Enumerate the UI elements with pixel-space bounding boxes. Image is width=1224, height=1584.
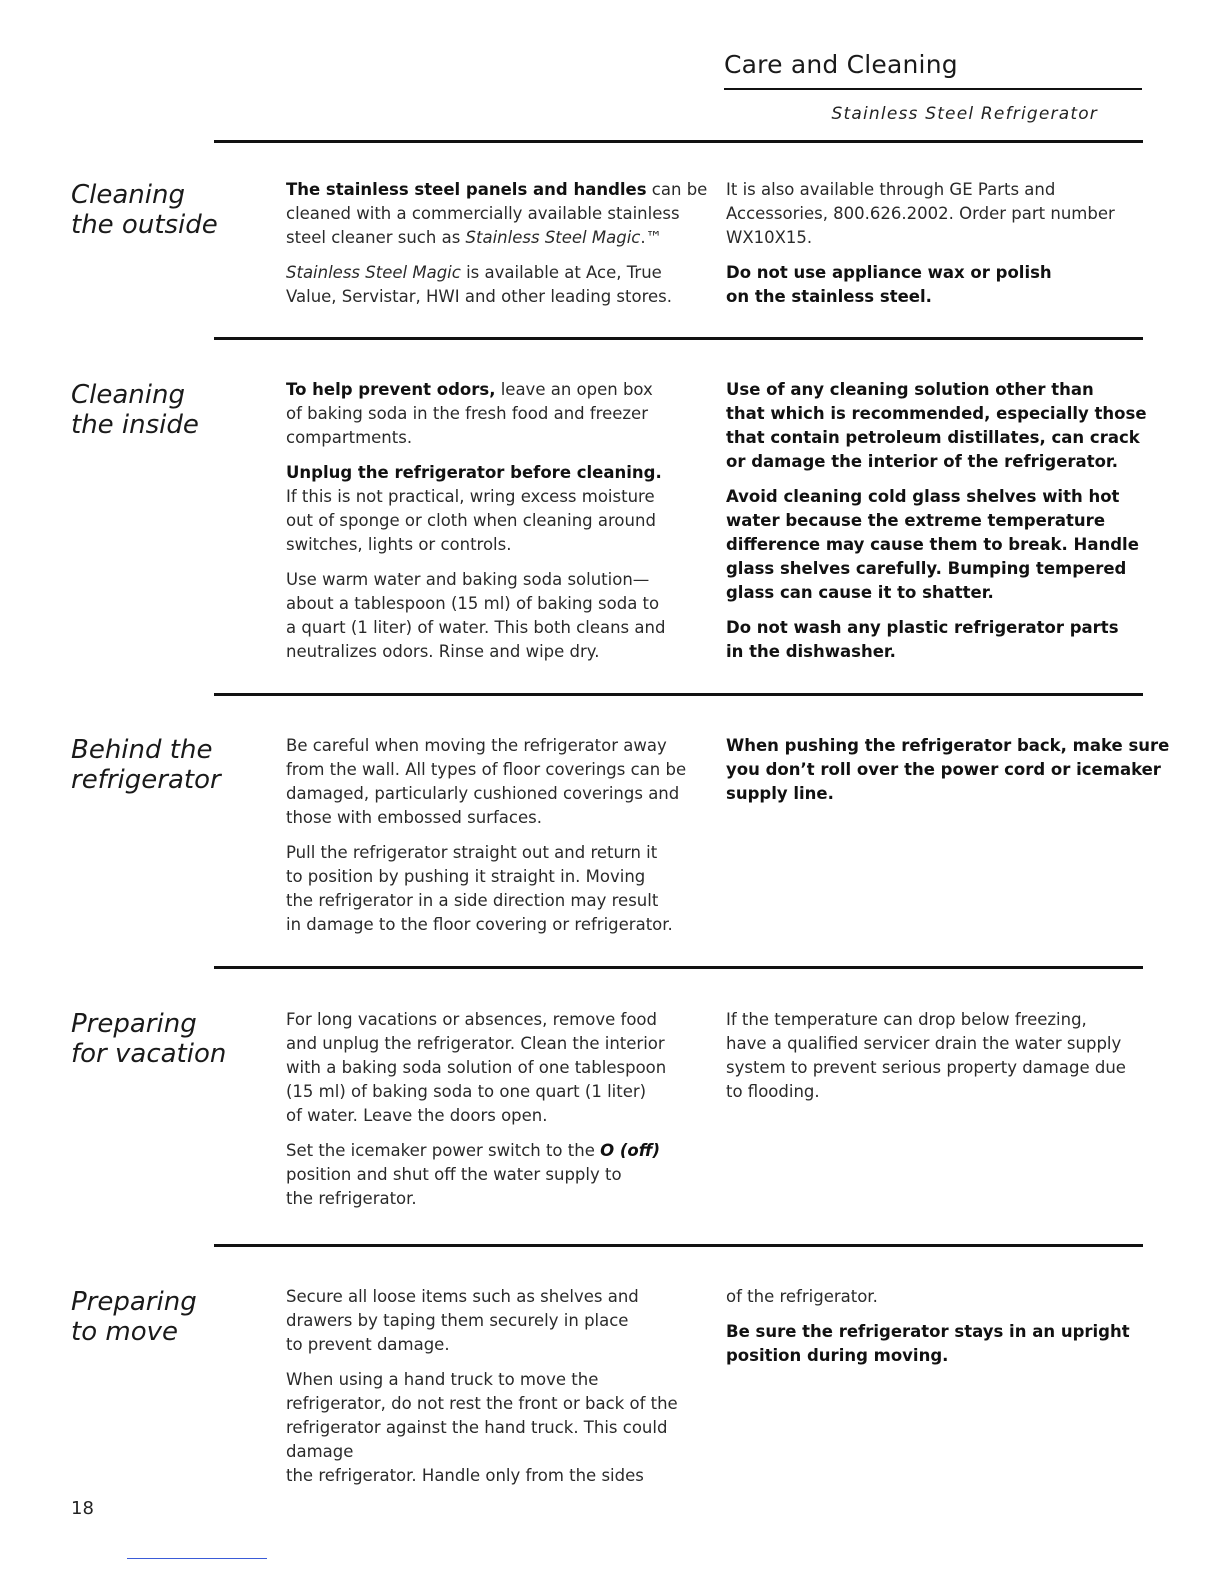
paragraph: Set the icemaker power switch to the O (off) position and shut off the water supply to the refrigerator. <box>286 1141 661 1208</box>
section-title-behind-refrigerator: Behind the refrigerator <box>71 735 221 795</box>
warning-paragraph: Use of any cleaning solution other than that which is recommended, especially those that contain petroleum distillates, can crack or damage the interior of the refrigerator. <box>726 380 1147 471</box>
paragraph: To help prevent odors, leave an open box of baking soda in the fresh food and freezer compartments. <box>286 380 653 447</box>
paragraph: Unplug the refrigerator before cleaning. If this is not practical, wring excess moisture out of sponge or cloth when cleaning around switches, lights or controls. <box>286 463 662 554</box>
warning-paragraph: Do not use appliance wax or polish on the stainless steel. <box>726 263 1052 306</box>
cleaning-outside-col2 <box>726 178 1144 320</box>
bottom-link-underline <box>127 1558 267 1559</box>
section-divider <box>214 966 1143 969</box>
preparing-move-col2 <box>726 1285 1144 1379</box>
paragraph: When using a hand truck to move the refrigerator, do not rest the front or back of the refrigerator against the hand truck. This could damage the refrigerator. Handle only from the sides <box>286 1370 678 1485</box>
section-title-preparing-vacation: Preparing for vacation <box>71 1009 227 1069</box>
cleaning-inside-col2 <box>726 378 1147 675</box>
section-title-preparing-move: Preparing to move <box>71 1287 197 1347</box>
paragraph: Stainless Steel Magic is available at Ace, True Value, Servistar, HWI and other leading stores. <box>286 263 672 306</box>
section-title-cleaning-outside: Cleaning the outside <box>71 180 218 240</box>
preparing-vacation-col2 <box>726 1008 1144 1115</box>
paragraph: For long vacations or absences, remove food and unplug the refrigerator. Clean the interior with a baking soda solution of one tablespoon (15 ml) of baking soda to one quart (1 liter) of water. Leave the doors open. <box>286 1010 667 1125</box>
preparing-vacation-col1 <box>286 1008 696 1222</box>
paragraph: of the refrigerator. <box>726 1287 878 1306</box>
section-title-cleaning-inside: Cleaning the inside <box>71 380 199 440</box>
page-header-title: Care and Cleaning <box>724 50 958 79</box>
section-divider <box>214 693 1143 696</box>
warning-paragraph: Avoid cleaning cold glass shelves with hot water because the extreme temperature difference may cause them to break. Handle glass shelves carefully. Bumping tempered glass can cause it to shatter. <box>726 487 1139 602</box>
section-divider <box>214 337 1143 340</box>
page-header-subtitle: Stainless Steel Refrigerator <box>831 104 1098 124</box>
behind-refrigerator-col1 <box>286 734 696 948</box>
paragraph: Secure all loose items such as shelves and drawers by taping them securely in place to prevent damage. <box>286 1287 639 1354</box>
section-divider <box>214 1244 1143 1247</box>
cleaning-outside-col1 <box>286 178 708 320</box>
cleaning-inside-col1 <box>286 378 696 675</box>
page-number: 18 <box>71 1498 94 1519</box>
section-divider <box>214 140 1143 143</box>
paragraph: It is also available through GE Parts and Accessories, 800.626.2002. Order part number WX10X15. <box>726 180 1115 247</box>
paragraph: If the temperature can drop below freezing, have a qualified servicer drain the water supply system to prevent serious property damage due to flooding. <box>726 1010 1126 1101</box>
warning-paragraph: When pushing the refrigerator back, make sure you don’t roll over the power cord or icemaker supply line. <box>726 736 1170 803</box>
header-rule <box>724 88 1142 90</box>
paragraph: Be careful when moving the refrigerator away from the wall. All types of floor coverings can be damaged, particularly cushioned coverings and those with embossed surfaces. <box>286 736 687 827</box>
paragraph: Use warm water and baking soda solution— about a tablespoon (15 ml) of baking soda to a quart (1 liter) of water. This both cleans and neutralizes odors. Rinse and wipe dry. <box>286 570 666 661</box>
preparing-move-col1 <box>286 1285 696 1499</box>
warning-paragraph: Be sure the refrigerator stays in an upright position during moving. <box>726 1322 1130 1365</box>
paragraph: The stainless steel panels and handles can be cleaned with a commercially available stainless steel cleaner such as Stainless Steel Magic.™ <box>286 180 708 247</box>
behind-refrigerator-col2 <box>726 734 1170 817</box>
warning-paragraph: Do not wash any plastic refrigerator parts in the dishwasher. <box>726 618 1119 661</box>
paragraph: Pull the refrigerator straight out and return it to position by pushing it straight in. Moving the refrigerator in a side direction may result in damage to the floor covering or refrigerator. <box>286 843 673 934</box>
